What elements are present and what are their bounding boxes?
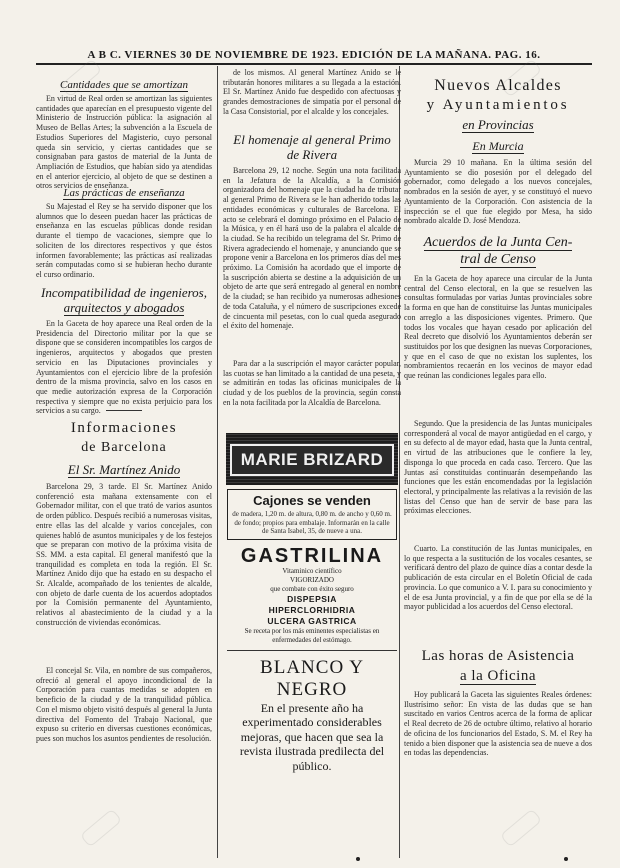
text-practicas: Su Majestad el Rey se ha servido disponer que los alumnos que lo deseen puedan hacer las prácticas de enseñanza en las escuelas públicas donde residan durante el tiempo de vacaciones, siempre que lo soliciten de los directores respectivos y que éstos informen favorablemente; las prácticas así realizadas serán computadas como si se hubieran hecho durante el curso ordinario. <box>36 202 212 279</box>
ad-gastrilina-footer: Se receta por los más eminentes especialistas en enfermedades del estómago. <box>244 626 380 644</box>
ad-blanco-y-negro <box>224 657 400 774</box>
heading-en-murcia <box>404 139 592 154</box>
column-2 <box>223 66 401 773</box>
column-3 <box>404 66 592 758</box>
text-murcia: Murcia 29 10 mañana. En la última sesión del Ayuntamiento se dio posesión por el delegado del gobernador, como delegado a los nuevos concejales, nombrados en la sesión de ayer, y se constituyó el nuevo Ayuntamiento de la Corporación. Con asistencia de la inspección se el que fue elegido por Mesa, ha sido nombrado alcalde D. José Mendoza. <box>404 158 592 226</box>
heading-en-provincias-text: en Provincias <box>462 117 534 132</box>
ad-cajones-title: Cajones se venden <box>253 493 371 508</box>
heading-nuevos-alcaldes <box>404 76 592 115</box>
heading-incompat-line1: Incompatibilidad de ingenieros, <box>41 285 207 300</box>
heading-martinez-anido <box>36 462 212 478</box>
heading-practicas-text: Las prácticas de enseñanza <box>63 187 185 199</box>
ad-cajones-body: de madera, 1,20 m. de altura, 0,80 m. de ancho y 0,60 m. de fondo; propios para embalaje. Informarán en la calle de Santa Isabel, 35, de nueve a una. <box>232 510 392 536</box>
heading-horas-line2: a la Oficina <box>460 668 536 684</box>
text-suscripcion: Para dar a la suscripción el mayor carácter popular, las cuotas se han limitado a la cantidad de una peseta, y se admitirán en todas las oficinas municipales de la ciudad y de los pueblos de la provincia, según consta en la nota facilitada por la Alcaldía de Barcelona. <box>223 359 401 407</box>
ad-gastrilina-line1: Vitaminico científico <box>282 566 342 575</box>
ad-gastrilina-brand: GASTRILINA <box>240 544 384 567</box>
heading-informaciones: Informaciones <box>70 420 178 436</box>
heading-barcelona: de Barcelona <box>81 440 167 455</box>
ad-gastrilina-condition-3: ULCERA GASTRICA <box>267 615 357 626</box>
heading-en-provincias <box>404 117 592 133</box>
ad-marie-brizard-panel <box>230 444 394 476</box>
ad-gastrilina <box>225 545 399 645</box>
heading-horas-line1: Las horas de Asistencia <box>421 648 575 664</box>
text-continuation: de los mismos. Al general Martínez Anido se le tributarán honores militares a su llegada a la estación. El Sr. Martínez Anido fue despedido con afectuosas y grandes demostraciones de simpatía por el personal de la Casa Consistorial, por el alcalde y los concejales. <box>223 68 401 116</box>
heading-en-murcia-text: En Murcia <box>472 139 524 153</box>
ad-blanco-y-negro-brand: BLANCO Y NEGRO <box>260 656 364 700</box>
ad-gastrilina-line3: que combate con éxito seguro <box>270 584 354 593</box>
heading-homenaje-line2: de Rivera <box>286 147 338 162</box>
heading-cantidades-text: Cantidades que se amortizan <box>59 79 189 91</box>
ad-blanco-y-negro-body: En el presente año ha experimentado considerables mejoras, que hacen que sea la revista ilustrada predilecta del público. <box>239 700 385 773</box>
ad-marie-brizard <box>226 433 398 485</box>
section-separator <box>106 410 142 411</box>
text-acuerdos-1: En la Gaceta de hoy aparece una circular de la Junta central del Censo electoral, en la que se resuelven las consultas formuladas por varias Juntas provinciales sobre la forma en que han de constituirse las Juntas municipales con arreglo a las disposiciones vigentes. Primero. Que todos los vocales que hayan cesado por aplicación del Real decreto que disolvió los Ayuntamientos deberán ser sustituidos por los que designen las nuevas Corporaciones, y que en el caso de que no existan los suplentes, los nombramientos recaerán en los vecinos de mayor edad que reúnan las condiciones legales para ello. <box>404 274 592 381</box>
heading-acuerdos-line1: Acuerdos de la Junta Cen- <box>423 235 573 250</box>
page-masthead: A B C. VIERNES 30 DE NOVIEMBRE DE 1923. EDICIÓN DE LA MAÑANA. PAG. 16. <box>87 49 541 61</box>
column-divider-1 <box>217 66 218 858</box>
text-cantidades: En virtud de Real orden se amortizan las siguientes cantidades que aparecían en el presupuesto vigente del Ministerio de Instrucción pública: la asignación al Museo de Bellas Artes; la subvención a la Escuela de Estudios Superiores del Magisterio, cuyo personal queda sin servicio, y ciertas cantidades que se consignaban para gastos de material de la Junta de Ampliación de Estudios, que habían sido ya atendidas en el anterior ejercicio, al objeto de que se destinen a otros servicios de enseñanza. <box>36 94 212 191</box>
ad-cajones <box>227 489 397 540</box>
masthead-rule <box>36 63 592 65</box>
column-1 <box>36 66 212 762</box>
heading-homenaje-line1: El homenaje al general Primo <box>233 132 391 147</box>
watermark-mark <box>80 808 122 847</box>
text-martinez-anido: Barcelona 29, 3 tarde. El Sr. Martínez Anido conferenció esta mañana extensamente con el Gobernador militar, con el que trató de varios asuntos de orden público. Después recibió a numerosas visitas, entre ellas las del alcalde y varios concejales, con quienes habló de asuntos municipales y de los festejos que se preparan con motivo de la próxima visita de SS. MM. a esta capital. El general manifestó que la tranquilidad es completa en toda la región. El Sr. Martínez Anido dijo que ha estado en su despacho el Sr. Alcalde, acompañado de los tenientes de alcalde, con objeto de darle cuenta de los acuerdos adoptados por la Comisión permanente del Ayuntamiento, relativos al abastecimiento de la ciudad y a la construcción de viviendas económicas. <box>36 482 212 627</box>
text-homenaje: Barcelona 29, 12 noche. Según una nota facilitada en la Jefatura de la Alcaldía, a la Comisión organizadora del homenaje que la ciudad ha de tributar al general Primo de Rivera se le han adherido todas las entidades económicas y culturales de Barcelona. El acto se celebrará el domingo próximo en el Palacio de la Música, y en él hará uso de la palabra el alcalde de la ciudad. Se ha recibido un telegrama del Sr. Primo de Rivera agradeciendo el homenaje, y anunciando que se propone venir a Barcelona en los primeros días del mes próximo. La Comisión ha acordado que el importe de la suscripción abierta se destine a la adquisición de un objeto de arte que será entregado al general en nombre de la ciudad; se han recibido ya numerosas adhesiones de toda Cataluña, y el número de suscripciones excede de cincuenta mil pesetas, con lo cual queda asegurado el éxito del homenaje. <box>223 166 401 331</box>
ad-marie-brizard-text: MARIE BRIZARD <box>240 450 384 469</box>
ad-gastrilina-condition-2: HIPERCLORHIDRIA <box>268 604 356 615</box>
printer-mark-dot <box>564 857 568 861</box>
heading-nuevos-alcaldes-line1: Nuevos Alcaldes <box>434 77 562 94</box>
printer-mark-dot <box>356 857 360 861</box>
ad-gastrilina-condition-1: DISPEPSIA <box>287 593 337 604</box>
heading-nuevos-alcaldes-line2: y Ayuntamientos <box>426 97 570 113</box>
text-horas: Hoy publicará la Gaceta las siguientes Reales órdenes: Ilustrísimo señor: En vista de las dudas que se han suscitado en varios Centros acerca de la forma de aplicar el Real decreto de 26 de octubre último, relativo al horario de oficina de los funcionarios del Estado, S. M. el Rey ha tenido a bien disponer que la asistencia sea de nueve a dos en todas las dependencias. <box>404 690 592 758</box>
heading-incompat-line2: arquitectos y abogados <box>63 300 185 315</box>
text-incompatibilidad: En la Gaceta de hoy aparece una Real orden de la Presidencia del Directorio militar por la que se dispone que se consideren incompatibles los cargos de ingenieros, arquitectos y abogados que presten servicio en las Diputaciones provinciales y Ayuntamientos con el ejercicio libre de la profesión dentro de la misma provincia, salvo en los casos en que medie autorización expresa de la Corporación respectiva y siempre que no exista perjuicio para los servicios a su cargo. <box>36 319 212 416</box>
heading-incompatibilidad <box>36 285 212 315</box>
text-acuerdos-2: Segundo. Que la presidencia de las Juntas municipales corresponderá al vocal de mayor antigüedad en el cargo, y en su defecto al de mayor edad, hasta que la Junta central, en virtud de las atribuciones que le confiere la ley, disponga lo que proceda en cada caso. Tercero. Que las Juntas así constituidas continuarán desempeñando las funciones que les están encomendadas por la legislación electoral, y principalmente las relativas a la revisión de las listas del Censo que han de servir de base para las próximas elecciones. <box>404 419 592 516</box>
heading-acuerdos-line2: tral de Censo <box>460 252 536 267</box>
heading-acuerdos-censo <box>404 234 592 268</box>
text-acuerdos-3: Cuarto. La constitución de las Juntas municipales, en lo que respecta a la sustitución de los vocales cesantes, se verificará dentro del plazo de quince días a contar desde la publicación de esta circular en el Boletín Oficial de cada provincia. Lo que comunico a V. I. para su conocimiento y el de esa Junta provincial, y a fin de que por ella se dé la mayor publicidad a los acuerdos del Censo electoral. <box>404 544 592 612</box>
ad-separator <box>227 650 397 651</box>
text-concejal-vila: El concejal Sr. Vila, en nombre de sus compañeros, ofreció al general el apoyo incondicional de la Corporación para cuantas medidas se adopten en beneficio de la ciudad y de la tranquilidad pública. Con el mismo objeto visitó después al general la Junta directiva del Fomento del Trabajo Nacional, que expuso su criterio en diversas cuestiones económicas, pues son muchos los asuntos pendientes de resolución. <box>36 666 212 743</box>
watermark-mark <box>500 808 542 847</box>
ad-gastrilina-line2: VIGORIZADO <box>290 575 334 584</box>
heading-homenaje <box>223 132 401 162</box>
heading-horas-asistencia <box>404 646 592 686</box>
heading-martinez-anido-text: El Sr. Martínez Anido <box>67 462 181 477</box>
